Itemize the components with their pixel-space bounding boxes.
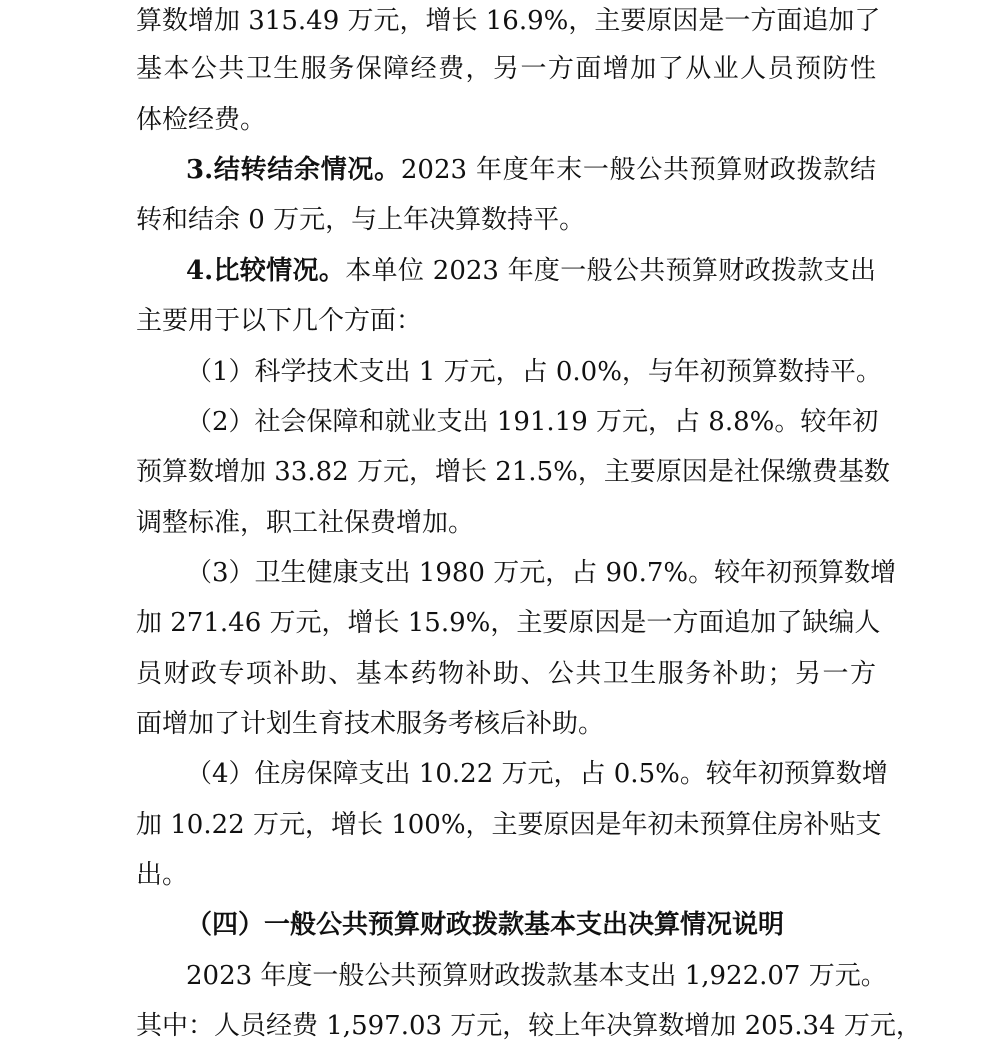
- paragraph-line: 员财政专项补助、基本药物补助、公共卫生服务补助；另一方: [136, 659, 876, 689]
- paragraph-line: 面增加了计划生育技术服务考核后补助。: [136, 709, 605, 739]
- paragraph-line: 加 10.22 万元，增长 100%，主要原因是年初未预算住房补贴支: [136, 810, 882, 840]
- section-label: 4.比较情况。: [186, 256, 346, 286]
- paragraph-line: 主要用于以下几个方面：: [136, 306, 423, 336]
- paragraph-line: 算数增加 315.49 万元，增长 16.9%，主要原因是一方面追加了: [136, 6, 881, 36]
- paragraph-line: 出。: [136, 860, 189, 890]
- paragraph-line: 4.比较情况。本单位 2023 年度一般公共预算财政拨款支出: [186, 256, 876, 286]
- paragraph-line: 体检经费。: [136, 105, 267, 135]
- paragraph-line: 预算数增加 33.82 万元，增长 21.5%，主要原因是社保缴费基数: [136, 457, 890, 487]
- paragraph-line: 基本公共卫生服务保障经费，另一方面增加了从业人员预防性: [136, 54, 876, 84]
- paragraph-line: 转和结余 0 万元，与上年决算数持平。: [136, 205, 586, 235]
- paragraph-line: 2023 年度一般公共预算财政拨款基本支出 1,922.07 万元。: [186, 961, 887, 991]
- paragraph-line: 调整标准，职工社保费增加。: [136, 508, 475, 538]
- paragraph-line: 加 271.46 万元，增长 15.9%，主要原因是一方面追加了缺编人: [136, 608, 881, 638]
- section-heading: （四）一般公共预算财政拨款基本支出决算情况说明: [186, 910, 785, 940]
- paragraph-line: 3.结转结余情况。2023 年度年末一般公共预算财政拨款结: [186, 155, 876, 185]
- paragraph-line: （4）住房保障支出 10.22 万元，占 0.5%。较年初预算数增: [186, 759, 888, 789]
- section-label: 3.结转结余情况。: [186, 155, 401, 185]
- paragraph-line: （1）科学技术支出 1 万元，占 0.0%，与年初预算数持平。: [186, 357, 882, 387]
- paragraph-line: （3）卫生健康支出 1980 万元，占 90.7%。较年初预算数增: [186, 558, 897, 588]
- paragraph-line: （2）社会保障和就业支出 191.19 万元，占 8.8%。较年初: [186, 407, 879, 437]
- paragraph-line: 其中：人员经费 1,597.03 万元，较上年决算数增加 205.34 万元，: [136, 1011, 922, 1041]
